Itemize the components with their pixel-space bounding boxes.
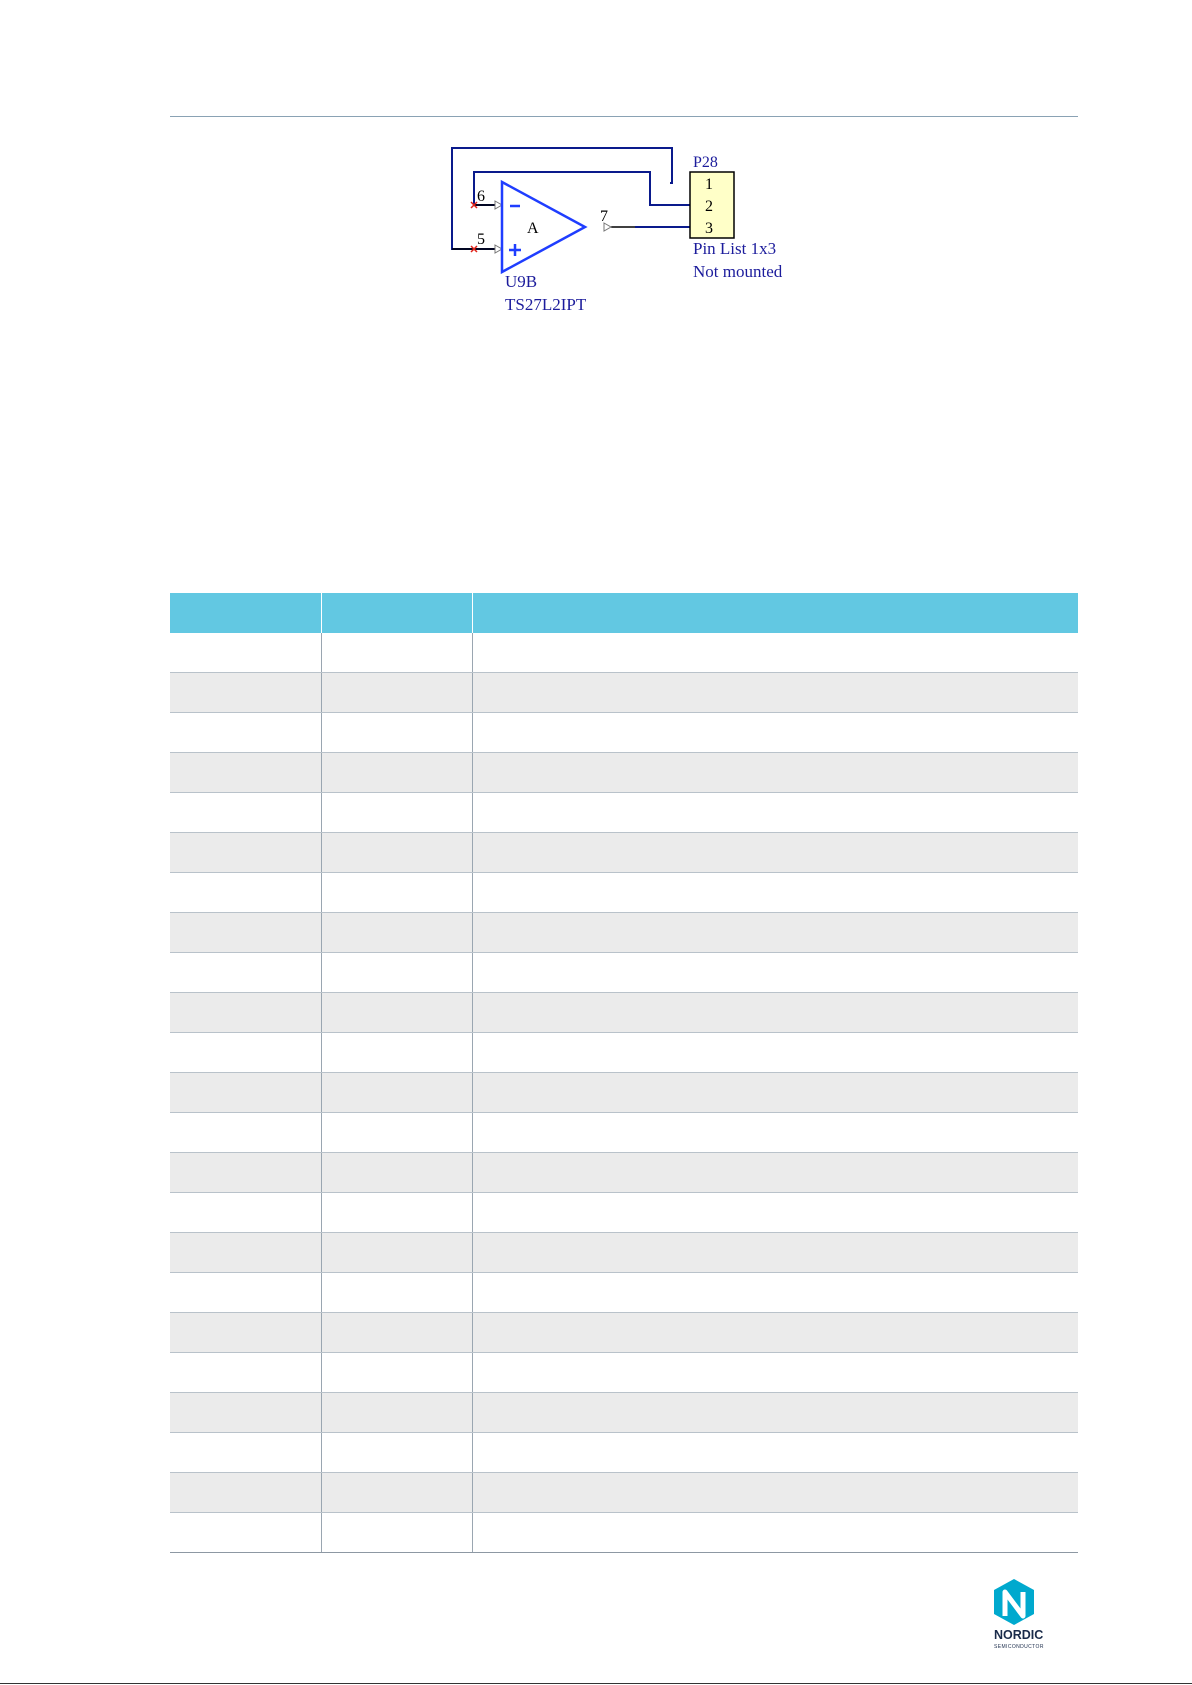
table-cell: [321, 1033, 472, 1073]
table-row: [170, 1033, 1078, 1073]
table-row: [170, 1353, 1078, 1393]
table-cell: [321, 1273, 472, 1313]
connector-note: Not mounted: [693, 262, 783, 281]
table-cell: [170, 1193, 321, 1233]
connector-pin-2: 2: [705, 198, 713, 215]
table-row: [170, 833, 1078, 873]
data-table: [170, 593, 1078, 1553]
table-cell: [170, 1233, 321, 1273]
table-cell: [472, 633, 1078, 673]
table-row: [170, 993, 1078, 1033]
table-cell: [472, 1433, 1078, 1473]
table-cell: [170, 1473, 321, 1513]
connector-pin-3: 3: [705, 220, 713, 237]
table-cell: [472, 833, 1078, 873]
opamp-schematic: [440, 140, 820, 320]
logo-wordmark: NORDIC: [994, 1628, 1044, 1642]
table-row: [170, 913, 1078, 953]
opamp-symbol: [502, 182, 585, 272]
table-row: [170, 1113, 1078, 1153]
table-cell: [472, 1273, 1078, 1313]
table-row: [170, 633, 1078, 673]
table-cell: [321, 1113, 472, 1153]
footer-rule: [0, 1683, 1192, 1684]
table-cell: [321, 913, 472, 953]
table-cell: [321, 1313, 472, 1353]
table-cell: [472, 1393, 1078, 1433]
table-row: [170, 1313, 1078, 1353]
nordic-logo: [990, 1576, 1078, 1650]
table-cell: [472, 793, 1078, 833]
table-cell: [170, 1273, 321, 1313]
header-rule: [170, 116, 1078, 117]
table-header-cell: [472, 593, 1078, 633]
table-cell: [321, 1473, 472, 1513]
table-row: [170, 1433, 1078, 1473]
table-cell: [321, 1393, 472, 1433]
table-cell: [170, 673, 321, 713]
table-header-cell: [321, 593, 472, 633]
table-row: [170, 1273, 1078, 1313]
table-cell: [472, 1513, 1078, 1553]
table-row: [170, 1473, 1078, 1513]
table-row: [170, 793, 1078, 833]
table-cell: [472, 1313, 1078, 1353]
table-cell: [472, 673, 1078, 713]
table-cell: [321, 833, 472, 873]
table-cell: [170, 1113, 321, 1153]
table-cell: [472, 1473, 1078, 1513]
table-cell: [170, 873, 321, 913]
logo-tagline: SEMICONDUCTOR: [994, 1644, 1044, 1650]
table-cell: [321, 1433, 472, 1473]
table-cell: [170, 1433, 321, 1473]
table-row: [170, 1193, 1078, 1233]
table-cell: [321, 1153, 472, 1193]
table-cell: [170, 1513, 321, 1553]
table-row: [170, 713, 1078, 753]
table-row: [170, 1393, 1078, 1433]
connector-pin-1: 1: [705, 176, 713, 193]
table-cell: [472, 753, 1078, 793]
table-cell: [321, 953, 472, 993]
table-cell: [170, 1353, 321, 1393]
connector-desc: Pin List 1x3: [693, 239, 777, 258]
table-cell: [170, 753, 321, 793]
table-cell: [472, 713, 1078, 753]
table-cell: [170, 633, 321, 673]
table-cell: [170, 833, 321, 873]
table-row: [170, 953, 1078, 993]
connector-ref: P28: [693, 154, 718, 171]
table-cell: [472, 1033, 1078, 1073]
table-cell: [472, 1113, 1078, 1153]
table-cell: [321, 793, 472, 833]
opamp-part: TS27L2IPT: [505, 295, 587, 314]
table-cell: [170, 1033, 321, 1073]
table-cell: [472, 1153, 1078, 1193]
table-cell: [321, 1353, 472, 1393]
pin5-number: 5: [477, 231, 485, 248]
table-cell: [321, 1193, 472, 1233]
table-cell: [472, 993, 1078, 1033]
table-row: [170, 1153, 1078, 1193]
table-cell: [321, 1513, 472, 1553]
table-cell: [170, 953, 321, 993]
opamp-unit-label: A: [527, 220, 539, 237]
table-cell: [472, 1233, 1078, 1273]
table-row: [170, 1513, 1078, 1553]
table-cell: [170, 713, 321, 753]
table-cell: [472, 1193, 1078, 1233]
table-cell: [321, 673, 472, 713]
table-cell: [321, 753, 472, 793]
table-cell: [170, 1393, 321, 1433]
table-header-row: [170, 593, 1078, 633]
table-cell: [321, 1073, 472, 1113]
table-cell: [472, 913, 1078, 953]
table-row: [170, 673, 1078, 713]
table-row: [170, 1073, 1078, 1113]
table-cell: [170, 1153, 321, 1193]
table-row: [170, 1233, 1078, 1273]
table-cell: [170, 1073, 321, 1113]
table-cell: [170, 993, 321, 1033]
table-cell: [321, 713, 472, 753]
table-row: [170, 873, 1078, 913]
table-cell: [321, 633, 472, 673]
table-row: [170, 753, 1078, 793]
table-cell: [170, 1313, 321, 1353]
table-cell: [472, 1073, 1078, 1113]
pin7-number: 7: [600, 208, 608, 225]
table-cell: [170, 913, 321, 953]
table-cell: [321, 873, 472, 913]
table-cell: [472, 1353, 1078, 1393]
table-header-cell: [170, 593, 321, 633]
table-cell: [170, 793, 321, 833]
table-cell: [472, 953, 1078, 993]
opamp-ref: U9B: [505, 272, 538, 291]
pin6-number: 6: [477, 188, 485, 205]
table-cell: [321, 1233, 472, 1273]
table-cell: [321, 993, 472, 1033]
table-cell: [472, 873, 1078, 913]
